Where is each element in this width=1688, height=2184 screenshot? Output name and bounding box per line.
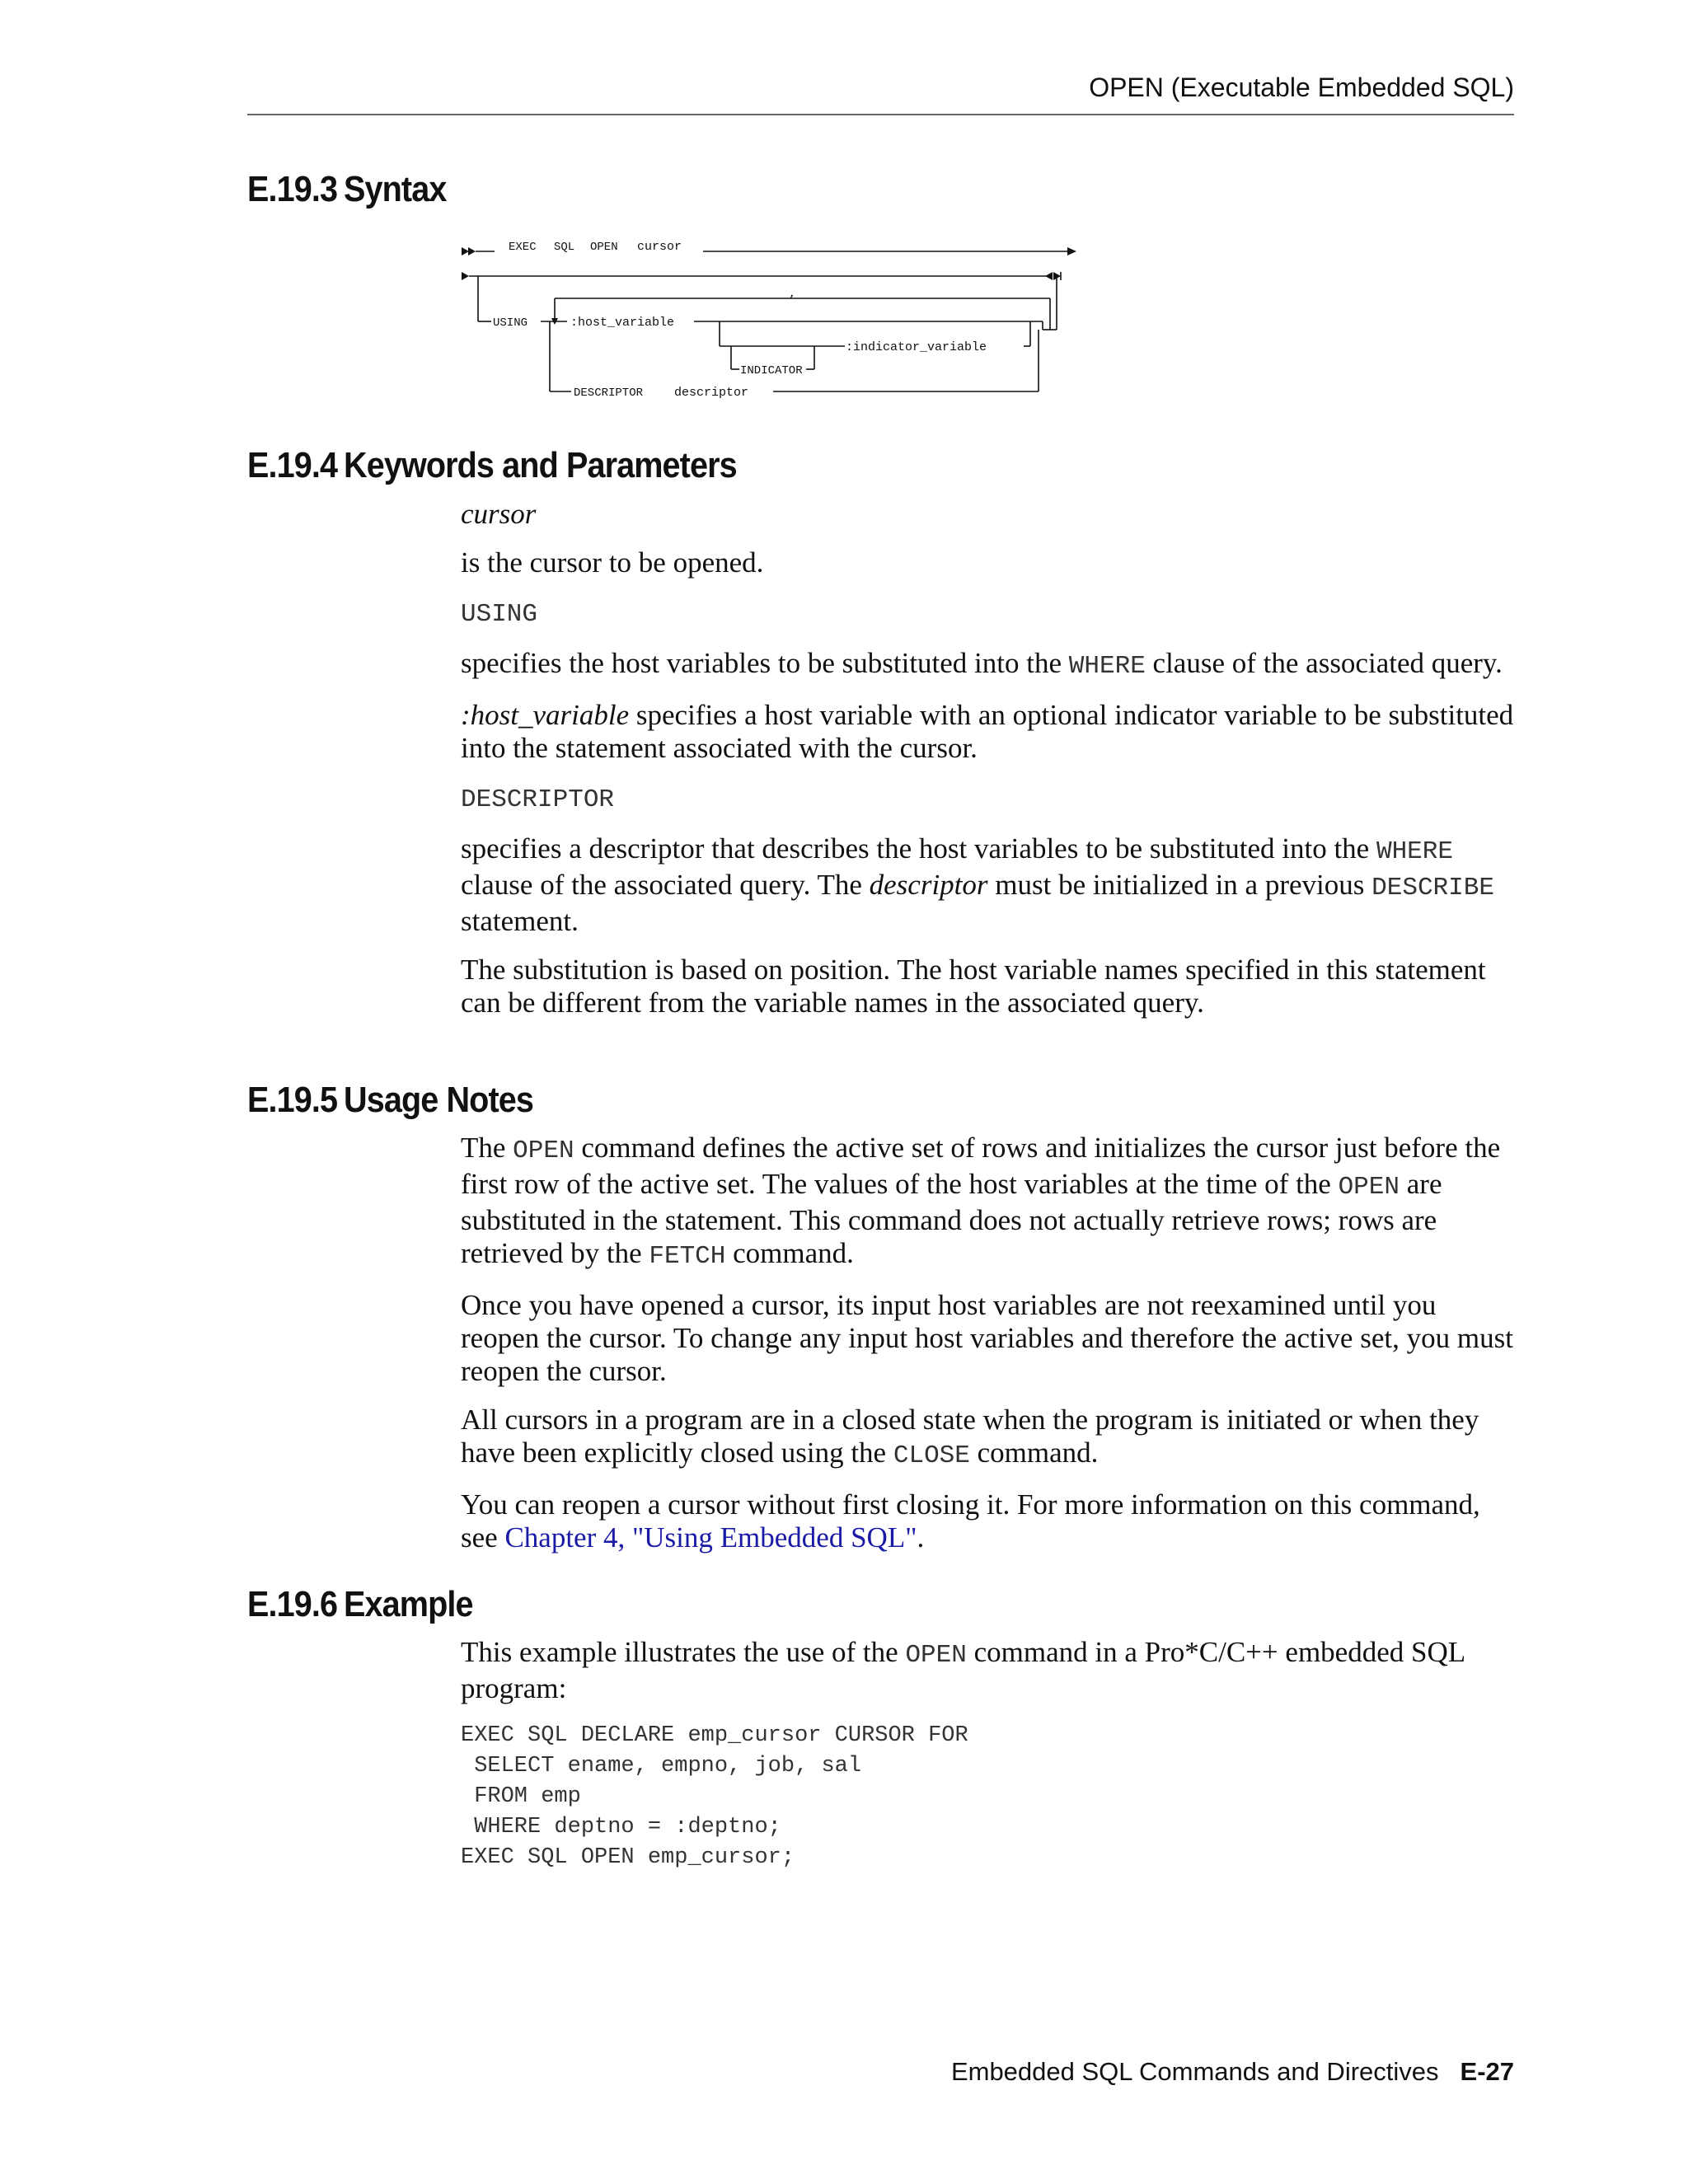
section-title: Keywords and Parameters	[344, 445, 737, 485]
desc-descriptor: specifies a descriptor that describes the host variables to be substituted into the WHERE clause of the associated query. The descriptor must be initialized in a previous DESCRIBE statement.	[461, 832, 1494, 937]
chapter-4-link[interactable]: Chapter 4, "Using Embedded SQL"	[504, 1521, 917, 1554]
header-rule	[247, 114, 1514, 115]
section-heading-example	[247, 1584, 473, 1625]
page-number: E-27	[1460, 2057, 1514, 2086]
section-number: E.19.3	[247, 169, 338, 209]
diagram-cursor: cursor	[637, 240, 682, 254]
section-title: Syntax	[344, 169, 447, 209]
section-title: Usage Notes	[344, 1080, 533, 1120]
term-using: USING	[461, 600, 538, 629]
diagram-indicator-variable: :indicator_variable	[846, 340, 987, 354]
diagram-host-variable: :host_variable	[570, 316, 675, 330]
section-heading-syntax	[247, 169, 446, 210]
section-number: E.19.4	[247, 445, 338, 485]
syntax-diagram	[462, 235, 1088, 412]
section-heading-usage	[247, 1080, 533, 1121]
diagram-sql: SQL	[554, 241, 575, 254]
section-number: E.19.5	[247, 1080, 338, 1120]
footer-chapter: Embedded SQL Commands and Directives	[950, 2057, 1439, 2086]
diagram-open: OPEN	[590, 241, 618, 254]
section-title: Example	[344, 1584, 473, 1624]
diagram-using: USING	[493, 316, 528, 330]
example-body	[461, 1636, 1516, 1873]
section-number: E.19.6	[247, 1584, 338, 1624]
page-footer	[247, 2057, 1514, 2087]
running-header: OPEN (Executable Embedded SQL)	[1089, 73, 1514, 102]
section-heading-keywords	[247, 445, 737, 486]
desc-using: specifies the host variables to be substituted into the WHERE clause of the associated query.	[461, 647, 1503, 681]
diagram-descriptor: descriptor	[674, 386, 749, 400]
diagram-indicator: INDICATOR	[740, 364, 803, 377]
diagram-comma: ,	[789, 287, 797, 301]
usage-paragraph-2: Once you have opened a cursor, its input host variables are not reexamined until you reopen the cursor. To change any input host variables and therefore the active set, you must reopen the cursor.	[461, 1289, 1513, 1387]
term-descriptor: DESCRIPTOR	[461, 785, 615, 814]
usage-paragraph-1: The OPEN command defines the active set of rows and initializes the cursor just before the first row of the active set. The values of the host variables at the time of the OPEN are substituted in the statement. This command does not actually retrieve rows; rows are retrieved by the FETCH command.	[461, 1132, 1501, 1271]
keywords-body	[461, 498, 1516, 1035]
diagram-descriptor-keyword: DESCRIPTOR	[574, 387, 644, 400]
diagram-exec: EXEC	[509, 241, 537, 254]
usage-paragraph-4: You can reopen a cursor without first closing it. For more information on this command, see Chapter 4, "Using Embedded SQL".	[461, 1488, 1480, 1554]
example-code-block: EXEC SQL DECLARE emp_cursor CURSOR FOR SELECT ename, empno, job, sal FROM emp WHERE deptno = :deptno; EXEC SQL OPEN emp_cursor;	[461, 1723, 968, 1870]
term-cursor: cursor	[461, 498, 537, 530]
usage-body	[461, 1132, 1516, 1570]
usage-paragraph-3: All cursors in a program are in a closed state when the program is initiated or when they have been explicitly closed using the CLOSE command.	[461, 1404, 1479, 1470]
example-intro: This example illustrates the use of the OPEN command in a Pro*C/C++ embedded SQL program:	[461, 1636, 1465, 1704]
desc-cursor: is the cursor to be opened.	[461, 546, 764, 579]
desc-host-variable: :host_variable specifies a host variable with an optional indicator variable to be substituted into the statement associated with the cursor.	[461, 699, 1514, 764]
substitution-note: The substitution is based on position. The host variable names specified in this statement can be different from the variable names in the associated query.	[461, 954, 1486, 1019]
